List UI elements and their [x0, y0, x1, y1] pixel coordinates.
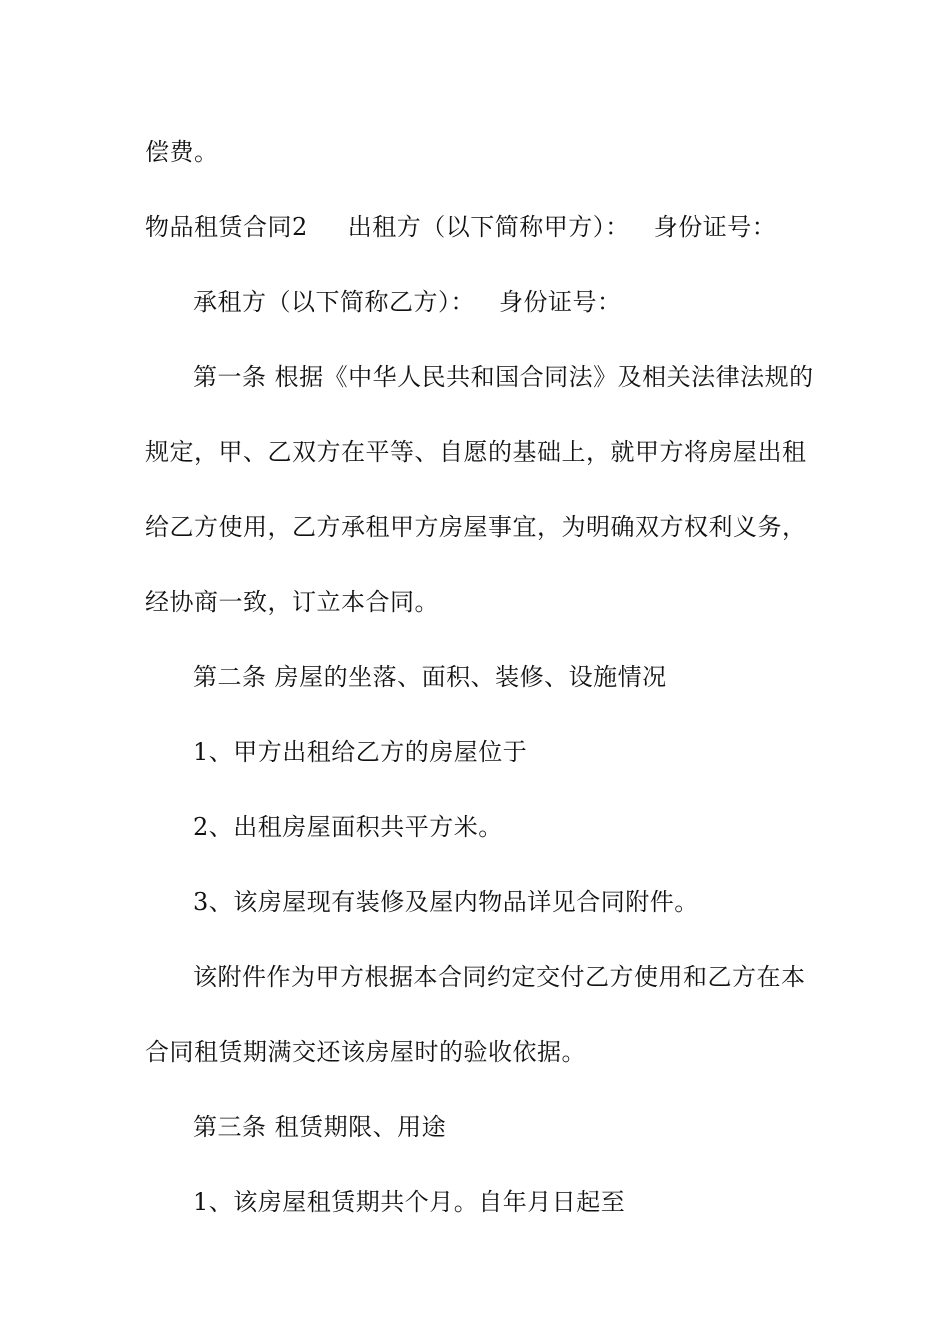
article-1-start: 第一条 根据《中华人民共和国合同法》及相关法律法规的: [193, 363, 814, 391]
text-line-2: [145, 207, 815, 247]
text-line-5: [145, 432, 815, 472]
text-line-7: [145, 582, 815, 622]
text-line-14: [193, 1107, 863, 1147]
article-1-cont: 给乙方使用，乙方承租甲方房屋事宜，为明确双方权利义务，: [145, 513, 807, 541]
article-2-item-1: 1、甲方出租给乙方的房屋位于: [193, 738, 528, 766]
text-fragment: 偿费。: [145, 138, 219, 166]
text-line-15: [193, 1182, 863, 1222]
lessee-id-label: 身份证号：: [499, 288, 622, 316]
lessor-id-label: 身份证号：: [653, 213, 777, 241]
text-line-12: [193, 957, 863, 997]
article-1-cont: 规定，甲、乙双方在平等、自愿的基础上，就甲方将房屋出租: [145, 438, 807, 466]
text-line-13: [145, 1032, 815, 1072]
text-line-4: [193, 357, 863, 397]
text-line-6: [145, 507, 815, 547]
article-3-heading: 第三条 租赁期限、用途: [193, 1113, 447, 1141]
article-1-end: 经协商一致，订立本合同。: [145, 588, 439, 616]
text-line-3: [193, 282, 863, 322]
attachment-note-end: 合同租赁期满交还该房屋时的验收依据。: [145, 1038, 586, 1066]
text-line-1: [145, 132, 815, 172]
lessee-label: 承租方（以下简称乙方）：: [193, 288, 475, 316]
article-2-item-3: 3、该房屋现有装修及屋内物品详见合同附件。: [193, 888, 699, 916]
lessor-label: 出租方（以下简称甲方）：: [347, 213, 630, 241]
text-line-11: [193, 882, 863, 922]
text-line-8: [193, 657, 863, 697]
contract-title: 物品租赁合同2: [145, 213, 308, 241]
attachment-note-start: 该附件作为甲方根据本合同约定交付乙方使用和乙方在本: [193, 963, 806, 991]
article-3-item-1: 1、该房屋租赁期共个月。自年月日起至: [193, 1188, 626, 1216]
text-line-9: [193, 732, 863, 772]
text-line-10: [193, 807, 863, 847]
article-2-heading: 第二条 房屋的坐落、面积、装修、设施情况: [193, 663, 667, 691]
article-2-item-2: 2、出租房屋面积共平方米。: [193, 813, 503, 841]
